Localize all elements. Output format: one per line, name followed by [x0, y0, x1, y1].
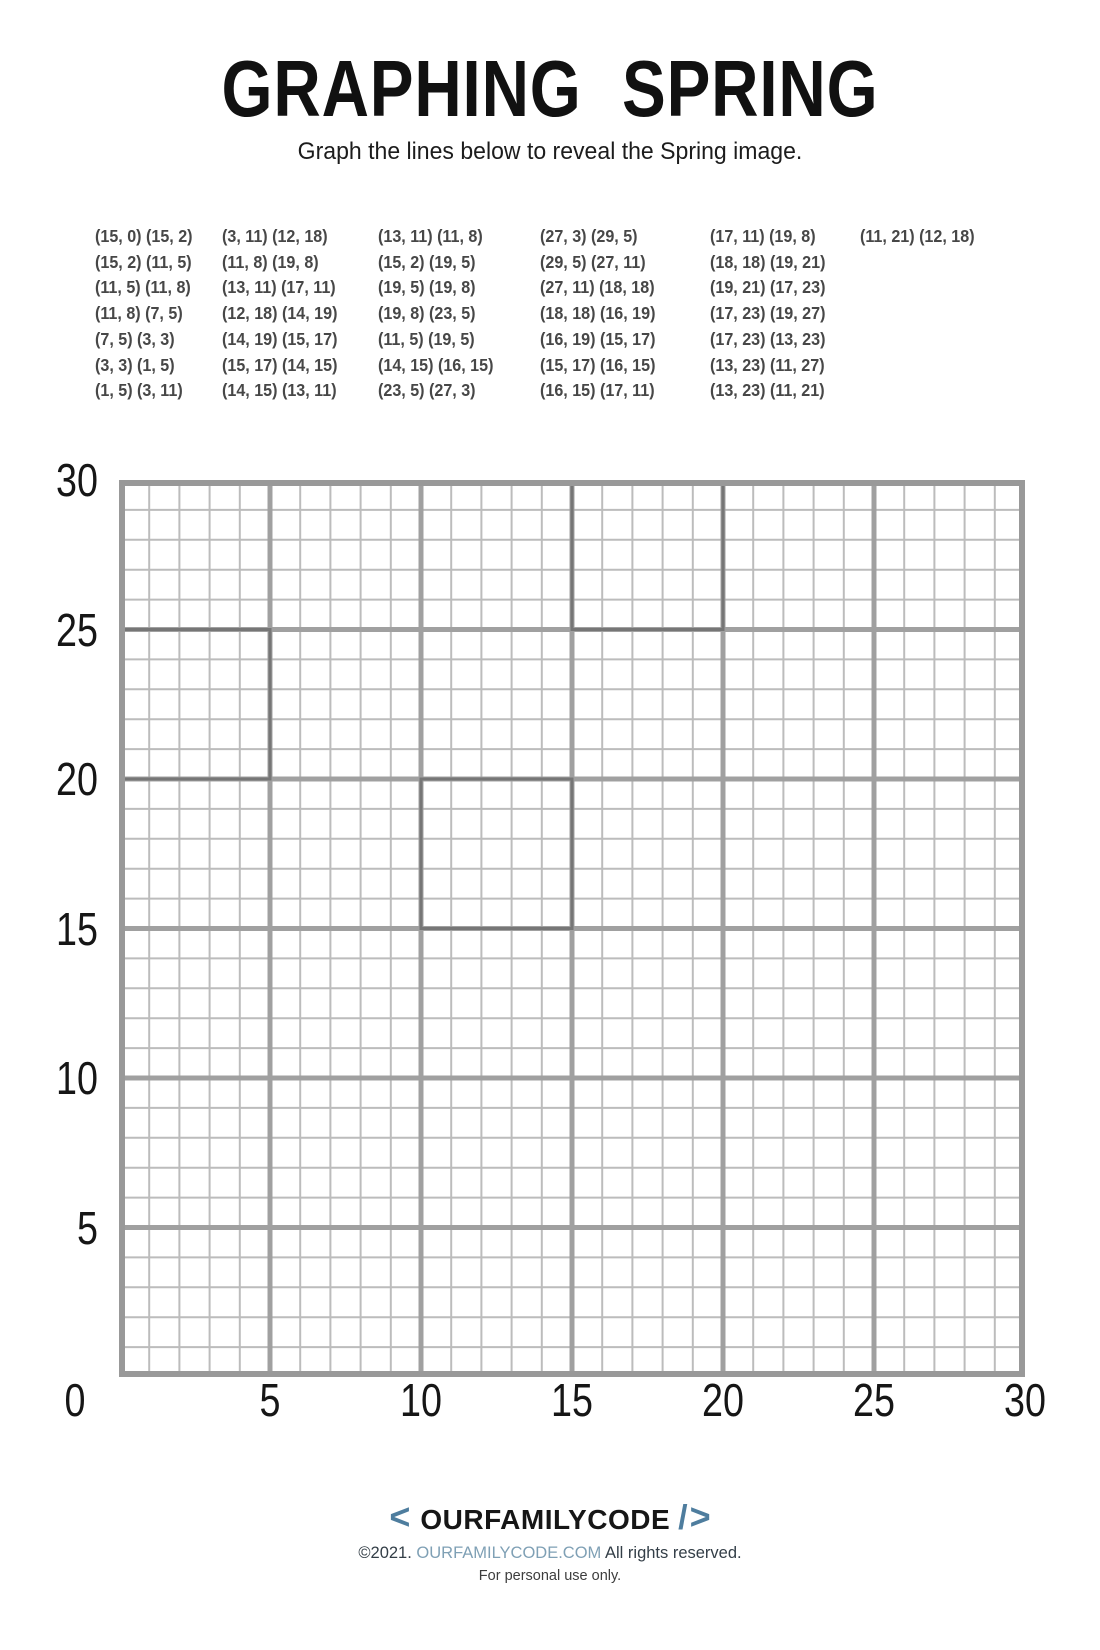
coordinate-pair-line: (11, 8) (7, 5)	[95, 303, 183, 324]
highlighted-grid-block	[119, 630, 270, 780]
personal-use-note: For personal use only.	[478, 1568, 622, 1584]
page-title: GRAPHING SPRING	[221, 44, 879, 133]
y-axis-label-5: 5	[77, 1201, 98, 1254]
coordinate-pair-line: (13, 11) (17, 11)	[222, 277, 336, 298]
ourfamilycode-logo	[0, 1496, 1100, 1540]
coordinate-pair-line: (17, 23) (13, 23)	[710, 328, 826, 349]
coordinate-pair-line: (19, 21) (17, 23)	[710, 277, 826, 298]
coordinate-pair-line: (7, 5) (3, 3)	[95, 328, 175, 349]
coordinate-pair-line: (29, 5) (27, 11)	[540, 251, 646, 272]
x-axis-label-20: 20	[702, 1374, 744, 1426]
coordinate-column-5	[710, 224, 825, 404]
highlighted-grid-block	[421, 779, 572, 929]
x-axis-label-5: 5	[259, 1374, 281, 1426]
coordinate-pair-line: (17, 11) (19, 8)	[710, 226, 816, 246]
coordinate-pair-line: (16, 15) (17, 11)	[540, 380, 655, 401]
coordinate-grid	[119, 480, 1025, 1377]
coordinate-pair-line: (3, 11) (12, 18)	[222, 226, 328, 246]
x-axis-label-10: 10	[400, 1374, 442, 1426]
page-subtitle: Graph the lines below to reveal the Spring image.	[297, 138, 803, 165]
copyright-site-link[interactable]: OURFAMILYCODE.COM	[416, 1544, 602, 1562]
x-axis-label-15: 15	[551, 1374, 593, 1426]
x-axis-label-0: 0	[64, 1374, 86, 1426]
coordinate-pair-line: (19, 8) (23, 5)	[378, 303, 476, 324]
coordinate-pair-line: (15, 17) (16, 15)	[540, 354, 656, 375]
coordinate-pair-line: (13, 23) (11, 27)	[710, 354, 825, 375]
logo-right-bracket-icon: >	[689, 1496, 711, 1537]
highlighted-grid-block	[572, 480, 723, 630]
coordinate-pair-line: (27, 11) (18, 18)	[540, 277, 655, 298]
logo-slash-icon: /	[678, 1499, 688, 1537]
coordinate-pair-line: (23, 5) (27, 3)	[378, 380, 476, 401]
coordinate-pair-line: (17, 23) (19, 27)	[710, 303, 826, 324]
x-axis-label-30: 30	[1004, 1374, 1046, 1426]
copyright-prefix: ©2021.	[358, 1544, 412, 1562]
coordinate-pair-line: (15, 17) (14, 15)	[222, 354, 338, 375]
y-axis-label-30: 30	[56, 454, 98, 506]
y-axis-label-15: 15	[56, 902, 98, 955]
x-axis-label-25: 25	[853, 1374, 895, 1426]
coordinate-column-4	[540, 224, 655, 404]
coordinate-pair-line: (11, 5) (19, 5)	[378, 328, 475, 349]
coordinate-list	[0, 224, 1100, 414]
coordinate-pair-line: (11, 5) (11, 8)	[95, 277, 191, 298]
coordinate-pair-line: (14, 15) (13, 11)	[222, 380, 337, 401]
copyright-line	[0, 1544, 1100, 1563]
y-axis-label-25: 25	[56, 603, 98, 656]
coordinate-pair-line: (11, 8) (19, 8)	[222, 251, 319, 272]
coordinate-pair-line: (15, 0) (15, 2)	[95, 226, 193, 246]
coordinate-column-3	[378, 224, 493, 404]
coordinate-pair-line: (13, 23) (11, 21)	[710, 380, 825, 401]
coordinate-pair-line: (11, 21) (12, 18)	[860, 226, 975, 246]
y-axis-label-10: 10	[56, 1052, 98, 1104]
footer	[0, 1496, 1100, 1584]
copyright-suffix: All rights reserved.	[604, 1544, 742, 1562]
coordinate-column-6	[860, 224, 975, 250]
coordinate-pair-line: (13, 11) (11, 8)	[378, 226, 483, 246]
coordinate-column-2	[222, 224, 337, 404]
coordinate-pair-line: (18, 18) (19, 21)	[710, 251, 826, 272]
coordinate-pair-line: (19, 5) (19, 8)	[378, 277, 476, 298]
logo-left-bracket-icon: <	[389, 1496, 411, 1537]
coordinate-pair-line: (12, 18) (14, 19)	[222, 303, 338, 324]
coordinate-pair-line: (14, 19) (15, 17)	[222, 328, 338, 349]
coordinate-pair-line: (15, 2) (11, 5)	[95, 251, 192, 272]
logo-name: OURFAMILYCODE	[420, 1504, 671, 1535]
coordinate-column-1	[95, 224, 193, 404]
coordinate-pair-line: (14, 15) (16, 15)	[378, 354, 494, 375]
coordinate-pair-line: (27, 3) (29, 5)	[540, 226, 638, 246]
coordinate-pair-line: (3, 3) (1, 5)	[95, 354, 175, 375]
coordinate-pair-line: (18, 18) (16, 19)	[540, 303, 656, 324]
y-axis-label-20: 20	[56, 753, 98, 805]
coordinate-pair-line: (15, 2) (19, 5)	[378, 251, 476, 272]
coordinate-pair-line: (16, 19) (15, 17)	[540, 328, 656, 349]
coordinate-pair-line: (1, 5) (3, 11)	[95, 380, 183, 401]
